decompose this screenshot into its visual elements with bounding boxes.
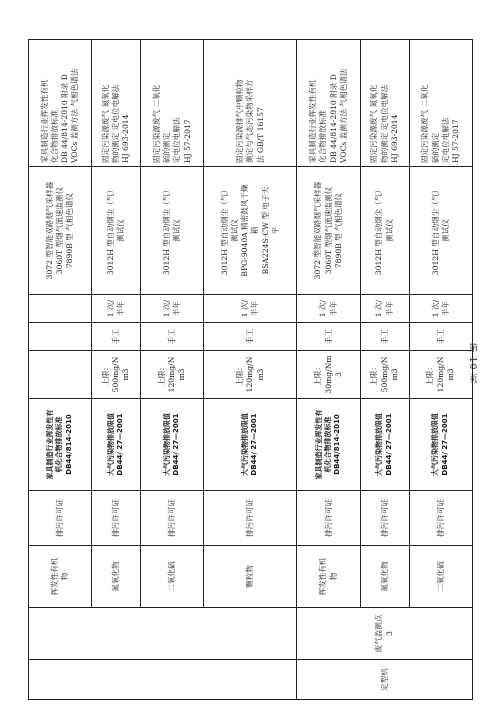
- analysis-method-cell: 家具制造行业挥发性有机 化合物排放标准 DB 44/814-2010 附录 D VOCs 监测方法 气相色谱法: [29, 40, 92, 167]
- limit-cell: 上限： 120mg/N m3: [141, 351, 204, 399]
- pollutant-cell: 二氧化硫: [141, 546, 204, 608]
- limit-cell: 上限： 120mg/N m3: [409, 351, 472, 399]
- limit-cell: 上限： 500mg/N m3: [92, 351, 141, 399]
- instrument-cell: 3012H 型自动烟尘（气） 测试仪: [92, 167, 141, 295]
- pollutant-cell: 二氧化硫: [409, 546, 472, 608]
- method-cell: 手工: [204, 323, 297, 351]
- method-cell: [29, 323, 92, 351]
- frequency-cell: 1 次/ 半年: [92, 295, 141, 323]
- table-row: [29, 40, 92, 700]
- instrument-cell: 3012H 型自动烟尘（气） 测试仪 BPG-9040A 精密鼓风干燥 箱 BSA224S-CW 型 电子天 平: [204, 167, 297, 295]
- frequency-cell: 1 次/ 半年: [141, 295, 204, 323]
- standard-cell: 大气污染物排放限值 DB44/ 27—2001: [204, 399, 297, 491]
- limit-cell: 上限： 500mg/N m3: [360, 351, 409, 399]
- limit-cell: 上限： 30mg/Nm 3: [297, 351, 360, 399]
- basis-cell: 排污许可证: [92, 491, 141, 546]
- frequency-cell: [29, 295, 92, 323]
- monitoring-table: [28, 39, 473, 700]
- basis-cell: 排污许可证: [141, 491, 204, 546]
- pollutant-cell: 氮氧化物: [360, 546, 409, 608]
- table-row: [92, 40, 141, 700]
- method-cell: 手工: [297, 323, 360, 351]
- blank-type-cell: [29, 660, 297, 700]
- limit-cell: [29, 351, 92, 399]
- standard-cell: 大气污染物排放限值 DB44/ 27—2001: [360, 399, 409, 491]
- frequency-cell: 1 次/ 半年: [360, 295, 409, 323]
- equipment-type-cell: 定型机: [297, 660, 473, 700]
- limit-cell: 上限： 120mg/N m3: [204, 351, 297, 399]
- pollutant-cell: 挥发性有机 物: [29, 546, 92, 608]
- analysis-method-cell: 固定污染源废气 二氧化 硫的测定 定电位电解法 HJ 57-2017: [141, 40, 204, 167]
- analysis-method-cell: 固定污染源排气中颗粒物 测定与气态污染物采样方 法 GB/T 16157: [204, 40, 297, 167]
- pollutant-cell: 挥发性有机 物: [297, 546, 360, 608]
- analysis-method-cell: 家具制造行业挥发性有机 化合物排放标准 DB 44/814-2010 附录 D VOCs 监测方法 气相色谱法: [297, 40, 360, 167]
- analysis-method-cell: 固定污染源废气 氮氧化 物的测定 定电位电解法 HJ 693-2014: [360, 40, 409, 167]
- monitoring-point-cell: 废气监测点 3: [297, 608, 473, 660]
- instrument-cell: 3012H 型自动烟尘（气） 测试仪: [360, 167, 409, 295]
- analysis-method-cell: 固定污染源废气 二氧化 硫的测定 定电位电解法 HJ 57-2017: [409, 40, 472, 167]
- rotated-table-wrapper: [28, 40, 473, 700]
- table-row: [409, 40, 472, 700]
- standard-cell: 大气污染物排放限值 DB44/ 27—2001: [409, 399, 472, 491]
- basis-cell: 排污许可证: [29, 491, 92, 546]
- pollutant-cell: 氮氧化物: [92, 546, 141, 608]
- method-cell: 手工: [92, 323, 141, 351]
- table-row: [141, 40, 204, 700]
- basis-cell: 排污许可证: [409, 491, 472, 546]
- table-row: [297, 40, 360, 700]
- standard-cell: 家具制造行业挥发性有 机化合物排放标准 DB44/814-2010: [29, 399, 92, 491]
- method-cell: 手工: [409, 323, 472, 351]
- frequency-cell: 1 次/ 半年: [409, 295, 472, 323]
- method-cell: 手工: [360, 323, 409, 351]
- basis-cell: 排污许可证: [360, 491, 409, 546]
- basis-cell: 排污许可证: [204, 491, 297, 546]
- instrument-cell: 3012H 型自动烟尘（气） 测试仪: [409, 167, 472, 295]
- instrument-cell: 3012H 型自动烟尘（气） 测试仪: [141, 167, 204, 295]
- standard-cell: 家具制造行业挥发性有 机化合物排放标准 DB44/814-2010: [297, 399, 360, 491]
- frequency-cell: 1 次/ 半年: [297, 295, 360, 323]
- instrument-cell: 3072 型智能双路烟气采样器 3060T 型烟气流速监测仪 7890B 型 气相色谱仪: [29, 167, 92, 295]
- page-number: 第 10 页: [467, 343, 477, 385]
- table-row: [204, 40, 297, 700]
- blank-point-cell: [29, 608, 297, 660]
- standard-cell: 大气污染物排放限值 DB44/ 27—2001: [92, 399, 141, 491]
- analysis-method-cell: 固定污染源废气 氮氧化 物的测定 定电位电解法 HJ 693-2014: [92, 40, 141, 167]
- method-cell: 手工: [141, 323, 204, 351]
- instrument-cell: 3072 型智能双路烟气采样器 3060T 型烟气流速监测仪 7890B 型 气相色谱仪: [297, 167, 360, 295]
- basis-cell: 排污许可证: [297, 491, 360, 546]
- table-row: [360, 40, 409, 700]
- frequency-cell: 1 次/ 半年: [204, 295, 297, 323]
- pollutant-cell: 颗粒物: [204, 546, 297, 608]
- standard-cell: 大气污染物排放限值 DB44/ 27—2001: [141, 399, 204, 491]
